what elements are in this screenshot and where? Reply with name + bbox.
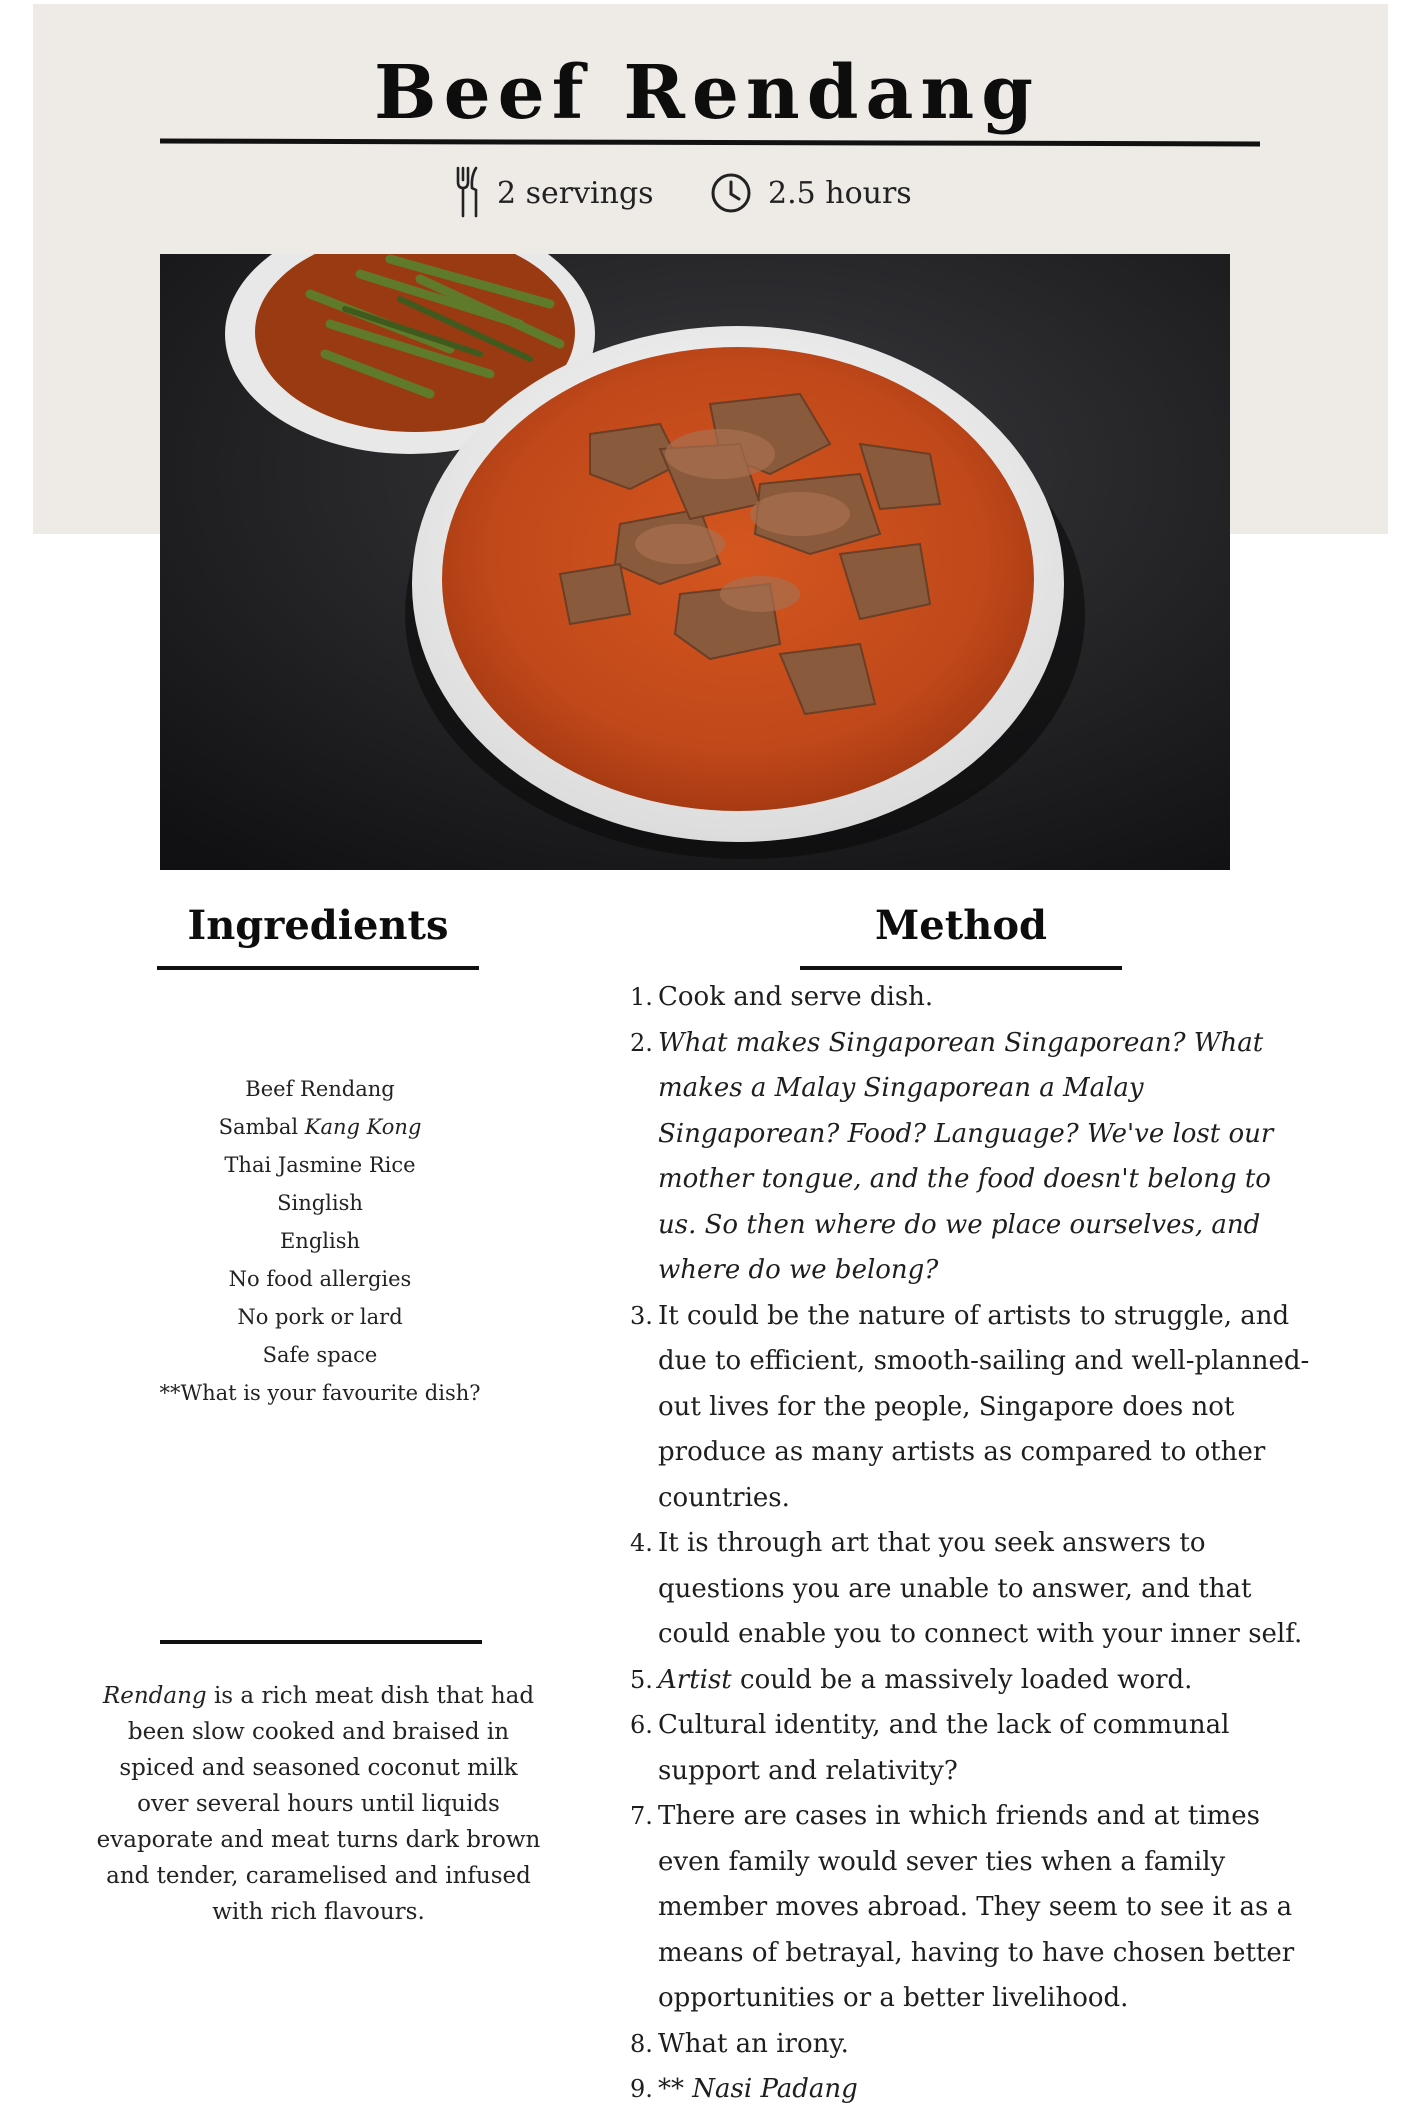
ingredient-item: English [279, 1229, 361, 1253]
ingredients-list [140, 1070, 500, 1412]
ingredient-item: No pork or lard [237, 1305, 403, 1329]
time-info [710, 165, 912, 221]
ingredient-item: No food allergies [228, 1267, 412, 1291]
method-underline [800, 966, 1122, 970]
method-step: 1. Cook and serve dish. [630, 982, 934, 1012]
ingredient-item: Sambal Kang Kong [218, 1115, 422, 1139]
ingredients-heading: Ingredients [187, 902, 449, 949]
ingredient-item: Singlish [277, 1191, 363, 1215]
method-step: 4. It is through art that you seek answers to questions you are unable to answer, and that could enable you to connect with your inner self. [630, 1528, 1303, 1649]
method-step: 2. What makes Singaporean Singaporean? What makes a Malay Singaporean a Malay Singaporean? Food? Language? We've lost our mother tongue, and the food doesn't belong to us. So then where do we place ourselves, and where do we belong? [630, 1027, 1274, 1285]
method-step: 8. What an irony. [630, 2028, 849, 2059]
fork-knife-icon [455, 166, 481, 220]
description-text: is a rich meat dish that had been slow cooked and braised in spiced and seasoned coconut milk over several hours until liquids evaporate and meat turns dark brown and tender, caramelised and infused with rich flavours. [96, 1683, 541, 1925]
description-divider [160, 1640, 482, 1644]
ingredient-item: Thai Jasmine Rice [224, 1153, 416, 1177]
method-list [630, 975, 1315, 2113]
ingredient-item: Safe space [262, 1343, 378, 1367]
method-step: 3. It could be the nature of artists to struggle, and due to efficient, smooth-sailing and well-planned-out lives for the people, Singapore does not produce as many artists as compared to other countries. [630, 1300, 1310, 1513]
description-emphasis: Rendang [102, 1683, 207, 1709]
recipe-title: Beef Rendang [374, 50, 1040, 136]
rendang-illustration [160, 254, 1230, 870]
dish-photo [160, 254, 1230, 870]
clock-icon [710, 172, 752, 214]
ingredients-underline [157, 966, 479, 970]
method-step: 9. ** Nasi Padang [630, 2074, 858, 2104]
ingredient-item: Beef Rendang [245, 1077, 395, 1101]
time-text: 2.5 hours [768, 175, 912, 211]
servings-text: 2 servings [497, 175, 654, 211]
ingredient-item: **What is your favourite dish? [159, 1381, 481, 1405]
method-step: 5. Artist could be a massively loaded word. [630, 1664, 1193, 1695]
dish-description [96, 1678, 541, 1930]
method-step: 7. There are cases in which friends and at times even family would sever ties when a family member moves abroad. They seem to see it as a means of betrayal, having to have chosen better opportunities or a better livelihood. [630, 1801, 1295, 2013]
method-heading: Method [875, 902, 1047, 949]
servings-info [455, 165, 654, 221]
method-step: 6. Cultural identity, and the lack of communal support and relativity? [630, 1710, 1230, 1786]
